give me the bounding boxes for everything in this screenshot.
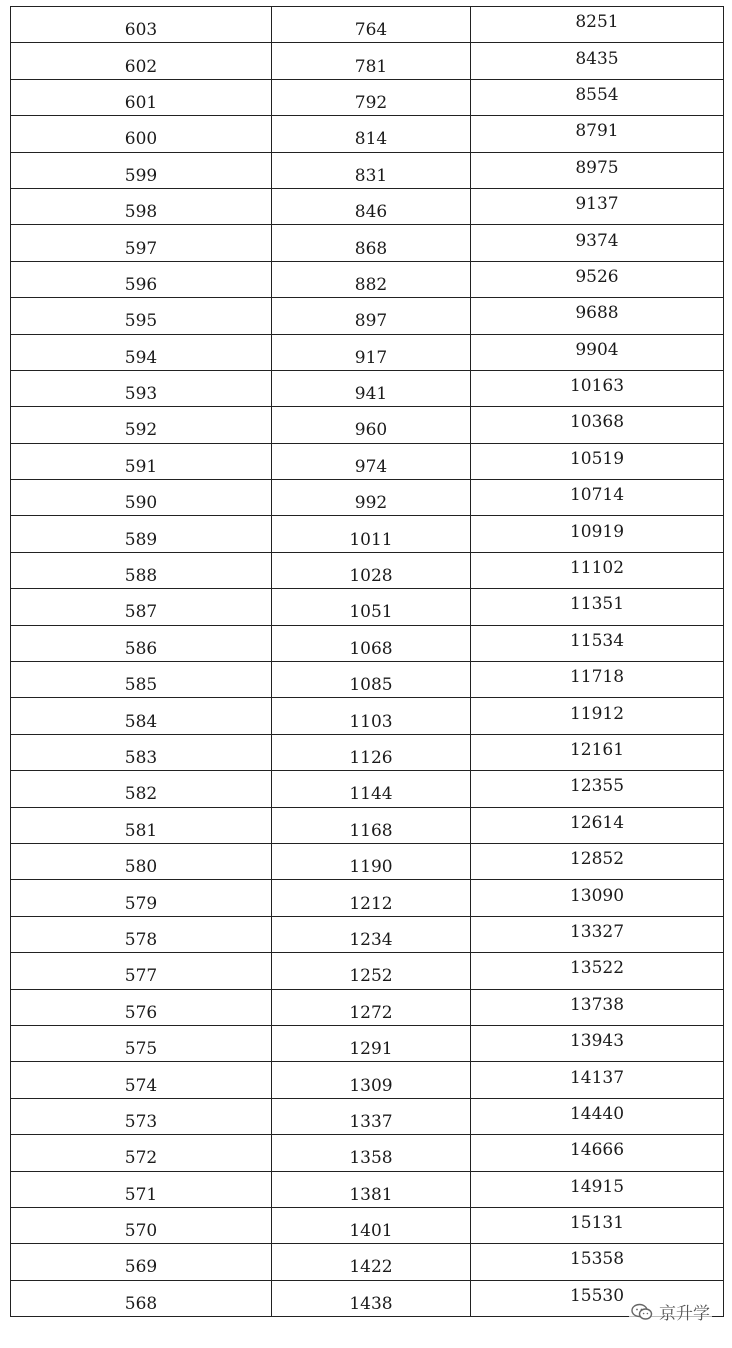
score-table-body [11, 7, 724, 1317]
cell-value: 974 [354, 456, 388, 477]
table-row [11, 261, 724, 297]
cell-value: 578 [124, 929, 158, 950]
count-cell [272, 334, 471, 370]
cell-value: 588 [124, 566, 158, 587]
cell-value: 1381 [349, 1184, 393, 1205]
cell-value: 1212 [349, 893, 393, 914]
count-cell [272, 1207, 471, 1243]
count-cell [272, 698, 471, 734]
cell-value: 587 [124, 602, 158, 623]
cell-value: 1126 [349, 748, 393, 768]
score-cell [11, 334, 272, 370]
cumulative-cell [471, 188, 724, 224]
table-row [11, 480, 724, 516]
cell-value: 1085 [349, 675, 393, 696]
table-row [11, 1135, 724, 1171]
cell-value: 583 [124, 748, 158, 768]
cumulative-cell [471, 552, 724, 588]
count-cell [272, 1280, 471, 1316]
cumulative-cell [471, 989, 724, 1025]
cell-value: 14915 [569, 1176, 625, 1197]
cell-value: 1051 [349, 602, 393, 623]
cell-value: 1309 [349, 1075, 393, 1096]
score-cell [11, 1244, 272, 1280]
count-cell [272, 443, 471, 479]
count-cell [272, 1098, 471, 1134]
table-row [11, 407, 724, 443]
score-cell [11, 152, 272, 188]
count-cell [272, 589, 471, 625]
cell-value: 573 [124, 1111, 158, 1132]
count-cell [272, 989, 471, 1025]
cumulative-cell [471, 43, 724, 79]
table-row [11, 880, 724, 916]
score-cell [11, 225, 272, 261]
score-cell [11, 734, 272, 770]
score-cell [11, 662, 272, 698]
cell-value: 1011 [349, 529, 393, 550]
cell-value: 12614 [569, 812, 625, 833]
score-cell [11, 989, 272, 1025]
table-row [11, 989, 724, 1025]
table-row [11, 625, 724, 661]
count-cell [272, 1025, 471, 1061]
cell-value: 846 [354, 202, 388, 223]
cell-value: 792 [354, 92, 388, 113]
count-cell [272, 953, 471, 989]
count-cell [272, 1062, 471, 1098]
cell-value: 9374 [575, 230, 619, 251]
table-row [11, 1171, 724, 1207]
cell-value: 14440 [569, 1103, 625, 1124]
cell-value: 582 [124, 784, 158, 805]
score-table [10, 6, 724, 1317]
cell-value: 1068 [349, 638, 393, 659]
cell-value: 599 [124, 165, 158, 186]
cumulative-cell [471, 1135, 724, 1171]
table-row [11, 771, 724, 807]
cell-value: 868 [354, 238, 388, 259]
cell-value: 586 [124, 638, 158, 659]
cumulative-cell [471, 480, 724, 516]
cumulative-cell [471, 152, 724, 188]
count-cell [272, 225, 471, 261]
cell-value: 11534 [569, 630, 625, 651]
cell-value: 13738 [569, 994, 625, 1015]
wechat-icon [631, 1303, 653, 1321]
cell-value: 11912 [569, 703, 625, 724]
cell-value: 814 [354, 129, 388, 150]
table-row [11, 516, 724, 552]
table-row [11, 843, 724, 879]
count-cell [272, 261, 471, 297]
count-cell [272, 843, 471, 879]
cumulative-cell [471, 698, 724, 734]
score-cell [11, 7, 272, 43]
cell-value: 1272 [349, 1002, 393, 1023]
count-cell [272, 152, 471, 188]
count-cell [272, 771, 471, 807]
cell-value: 9137 [575, 194, 619, 215]
watermark [629, 1299, 712, 1324]
score-cell [11, 188, 272, 224]
table-row [11, 79, 724, 115]
cell-value: 9688 [575, 303, 619, 324]
cell-value: 595 [124, 311, 158, 332]
count-cell [272, 916, 471, 952]
score-cell [11, 1025, 272, 1061]
table-row [11, 1244, 724, 1280]
cumulative-cell [471, 589, 724, 625]
cell-value: 11351 [569, 594, 625, 615]
cell-value: 1144 [349, 784, 393, 805]
table-row [11, 552, 724, 588]
cell-value: 10519 [569, 448, 625, 469]
count-cell [272, 734, 471, 770]
count-cell [272, 807, 471, 843]
cell-value: 11718 [569, 667, 625, 688]
cumulative-cell [471, 370, 724, 406]
cell-value: 593 [124, 384, 158, 405]
cumulative-cell [471, 1244, 724, 1280]
cell-value: 14666 [569, 1140, 625, 1161]
cell-value: 14137 [569, 1067, 625, 1088]
cell-value: 10163 [569, 376, 625, 397]
table-row [11, 1062, 724, 1098]
cell-value: 569 [124, 1257, 158, 1278]
cumulative-cell [471, 116, 724, 152]
cell-value: 10368 [569, 412, 625, 433]
cumulative-cell [471, 1062, 724, 1098]
cell-value: 10714 [569, 485, 625, 506]
score-cell [11, 370, 272, 406]
count-cell [272, 116, 471, 152]
cell-value: 781 [354, 56, 388, 77]
score-cell [11, 807, 272, 843]
cell-value: 897 [354, 311, 388, 332]
score-cell [11, 552, 272, 588]
score-cell [11, 79, 272, 115]
cell-value: 603 [124, 20, 158, 41]
score-cell [11, 443, 272, 479]
count-cell [272, 625, 471, 661]
cell-value: 882 [354, 274, 388, 295]
cell-value: 8791 [575, 121, 619, 142]
cell-value: 601 [124, 92, 158, 113]
cumulative-cell [471, 625, 724, 661]
cell-value: 15131 [569, 1213, 625, 1234]
cell-value: 596 [124, 274, 158, 295]
cumulative-cell [471, 771, 724, 807]
count-cell [272, 1135, 471, 1171]
cell-value: 589 [124, 529, 158, 550]
cell-value: 598 [124, 202, 158, 223]
cell-value: 580 [124, 857, 158, 878]
cell-value: 575 [124, 1039, 158, 1060]
count-cell [272, 79, 471, 115]
cell-value: 8435 [575, 48, 619, 69]
cell-value: 577 [124, 966, 158, 987]
table-row [11, 443, 724, 479]
cell-value: 917 [354, 347, 388, 368]
cell-value: 568 [124, 1293, 158, 1314]
cumulative-cell [471, 880, 724, 916]
table-row [11, 589, 724, 625]
cell-value: 581 [124, 820, 158, 841]
cumulative-cell [471, 407, 724, 443]
cell-value: 764 [354, 20, 388, 41]
cell-value: 8554 [575, 84, 619, 105]
cell-value: 576 [124, 1002, 158, 1023]
score-cell [11, 1207, 272, 1243]
cell-value: 9904 [575, 339, 619, 360]
cell-value: 960 [354, 420, 388, 441]
cumulative-cell [471, 916, 724, 952]
cumulative-cell [471, 1207, 724, 1243]
cumulative-cell [471, 443, 724, 479]
count-cell [272, 298, 471, 334]
score-table-sheet [10, 6, 720, 1317]
count-cell [272, 1171, 471, 1207]
cell-value: 592 [124, 420, 158, 441]
table-row [11, 1098, 724, 1134]
score-cell [11, 698, 272, 734]
score-cell [11, 407, 272, 443]
cumulative-cell [471, 516, 724, 552]
score-cell [11, 516, 272, 552]
score-cell [11, 1171, 272, 1207]
table-row [11, 116, 724, 152]
cumulative-cell [471, 807, 724, 843]
table-row [11, 698, 724, 734]
cell-value: 1190 [349, 857, 393, 878]
cumulative-cell [471, 1098, 724, 1134]
table-row [11, 807, 724, 843]
cumulative-cell [471, 7, 724, 43]
score-cell [11, 916, 272, 952]
cell-value: 15358 [569, 1249, 625, 1270]
table-row [11, 43, 724, 79]
watermark-text: 京升学 [659, 1304, 710, 1324]
score-cell [11, 880, 272, 916]
count-cell [272, 552, 471, 588]
score-cell [11, 1062, 272, 1098]
cell-value: 600 [124, 129, 158, 150]
cell-value: 572 [124, 1148, 158, 1169]
table-row [11, 370, 724, 406]
cell-value: 590 [124, 493, 158, 514]
score-cell [11, 843, 272, 879]
cell-value: 1291 [349, 1039, 393, 1060]
table-row [11, 916, 724, 952]
table-row [11, 7, 724, 43]
table-row [11, 1025, 724, 1061]
cell-value: 11102 [569, 558, 625, 579]
cell-value: 585 [124, 675, 158, 696]
cumulative-cell [471, 734, 724, 770]
cell-value: 8251 [575, 12, 619, 33]
count-cell [272, 1244, 471, 1280]
score-cell [11, 625, 272, 661]
count-cell [272, 516, 471, 552]
score-cell [11, 1135, 272, 1171]
cell-value: 591 [124, 456, 158, 477]
table-row [11, 298, 724, 334]
score-cell [11, 261, 272, 297]
cell-value: 1252 [349, 966, 393, 987]
cell-value: 12161 [569, 740, 625, 760]
score-cell [11, 1280, 272, 1316]
cell-value: 12852 [569, 849, 625, 870]
cell-value: 12355 [569, 776, 625, 797]
table-row [11, 662, 724, 698]
cumulative-cell [471, 953, 724, 989]
cell-value: 602 [124, 56, 158, 77]
score-cell [11, 771, 272, 807]
count-cell [272, 370, 471, 406]
cell-value: 13943 [569, 1031, 625, 1052]
cumulative-cell [471, 225, 724, 261]
count-cell [272, 43, 471, 79]
cell-value: 15530 [569, 1285, 625, 1306]
cell-value: 1438 [349, 1293, 393, 1314]
cumulative-cell [471, 662, 724, 698]
score-cell [11, 116, 272, 152]
cell-value: 579 [124, 893, 158, 914]
cumulative-cell [471, 1171, 724, 1207]
table-row [11, 734, 724, 770]
cell-value: 1401 [349, 1221, 393, 1242]
cumulative-cell [471, 79, 724, 115]
count-cell [272, 880, 471, 916]
table-row [11, 953, 724, 989]
score-cell [11, 953, 272, 989]
count-cell [272, 407, 471, 443]
count-cell [272, 7, 471, 43]
score-cell [11, 480, 272, 516]
table-row [11, 152, 724, 188]
table-row [11, 188, 724, 224]
cell-value: 1234 [349, 929, 393, 950]
count-cell [272, 662, 471, 698]
cell-value: 13090 [569, 885, 625, 906]
cumulative-cell [471, 261, 724, 297]
cell-value: 831 [354, 165, 388, 186]
score-cell [11, 43, 272, 79]
score-cell [11, 589, 272, 625]
cell-value: 941 [354, 384, 388, 405]
cell-value: 570 [124, 1221, 158, 1242]
cell-value: 10919 [569, 521, 625, 542]
cell-value: 13327 [569, 921, 625, 942]
cell-value: 1358 [349, 1148, 393, 1169]
table-row [11, 1280, 724, 1316]
table-row [11, 334, 724, 370]
cumulative-cell [471, 843, 724, 879]
cell-value: 1028 [349, 566, 393, 587]
cumulative-cell [471, 298, 724, 334]
cell-value: 574 [124, 1075, 158, 1096]
score-cell [11, 1098, 272, 1134]
cell-value: 13522 [569, 958, 625, 979]
table-row [11, 225, 724, 261]
count-cell [272, 188, 471, 224]
cumulative-cell [471, 1025, 724, 1061]
cell-value: 992 [354, 493, 388, 514]
cell-value: 1168 [349, 820, 393, 841]
cell-value: 1422 [349, 1257, 393, 1278]
cell-value: 8975 [575, 157, 619, 178]
cell-value: 571 [124, 1184, 158, 1205]
cell-value: 594 [124, 347, 158, 368]
score-cell [11, 298, 272, 334]
cell-value: 9526 [575, 266, 619, 287]
cell-value: 597 [124, 238, 158, 259]
cell-value: 1103 [349, 711, 393, 732]
table-row [11, 1207, 724, 1243]
cell-value: 584 [124, 711, 158, 732]
count-cell [272, 480, 471, 516]
cumulative-cell [471, 334, 724, 370]
cell-value: 1337 [349, 1111, 393, 1132]
